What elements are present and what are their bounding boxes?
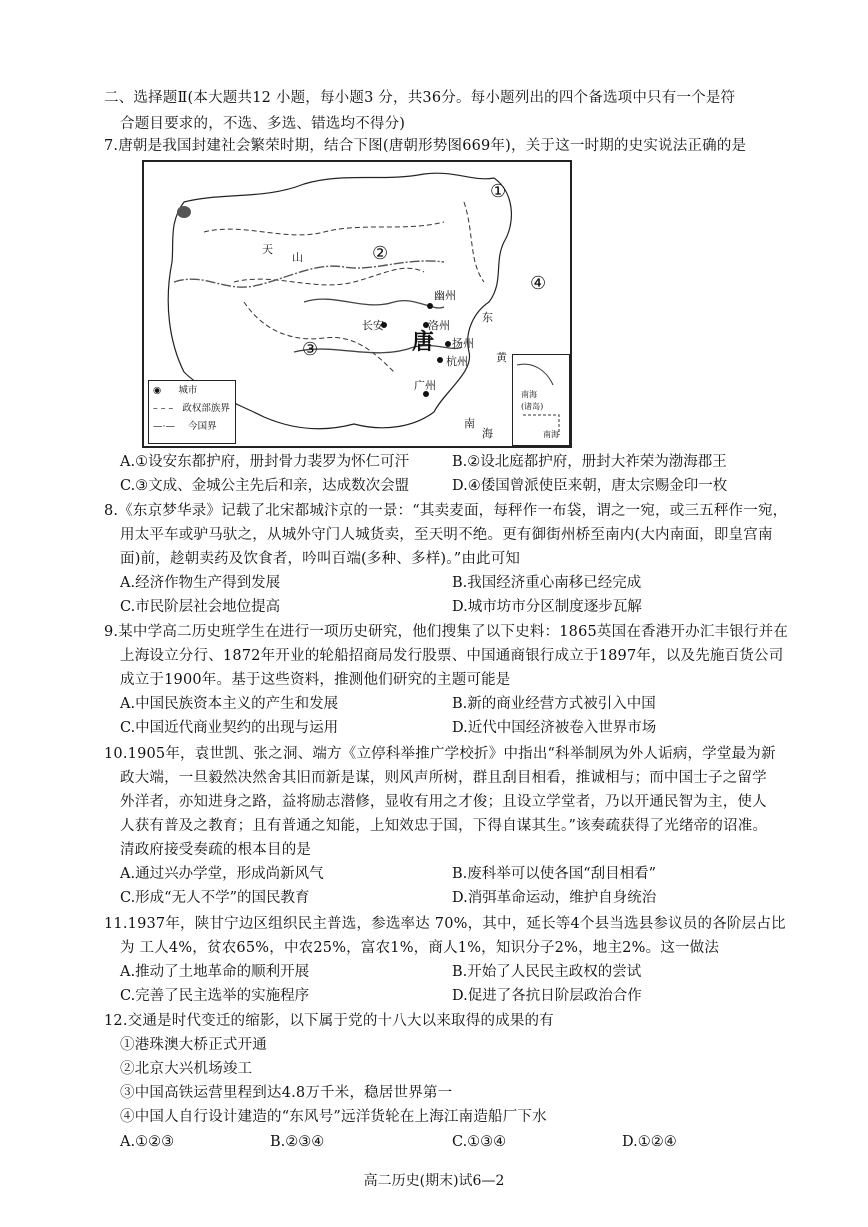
question-10-line-1: 10.1905年，袁世凯、张之洞、端方《立停科举推广学校折》中指出“科举制夙为外人诟病，学堂最为新 [104, 746, 776, 762]
q12-item-4: ④中国人自行设计建造的“东风号”远洋货轮在上海江南造船厂下水 [120, 1109, 547, 1125]
modern-border-icon: —·— [153, 421, 176, 432]
q9-option-a[interactable]: A.中国民族资本主义的产生和发展 [120, 696, 339, 712]
map-label-guangzhou: 广州 [414, 379, 436, 392]
map-label-youzhou: 幽州 [434, 289, 456, 302]
map-label-yangzhou: 扬州 [452, 337, 474, 350]
question-7-stem: 7.唐朝是我国封建社会繁荣时期，结合下图(唐朝形势图669年)，关于这一时期的史实说法正确的是 [104, 138, 747, 154]
regime-border-4 [464, 202, 484, 282]
inset-label-2: (诸岛) [521, 402, 544, 411]
q12-option-d[interactable]: D.①②④ [622, 1134, 677, 1150]
q10-option-b[interactable]: B.废科举可以使各国“刮目相看” [452, 866, 657, 882]
question-8-line-1: 8.《东京梦华录》记载了北宋都城汴京的一景：“其卖麦面，每秤作一布袋，谓之一宛，或三五秤作一宛， [104, 503, 788, 519]
q9-option-b[interactable]: B.新的商业经营方式被引入中国 [452, 696, 656, 712]
question-10-line-4: 人获有普及之教育；且有普通之知能，上知效忠于国，下得自谋其生。”该奏疏获得了光绪帝的诏准。 [120, 818, 768, 834]
question-10-line-3: 外洋者，亦知进身之路，益将励志潜修，显收有用之才俊；且设立学堂者，乃以开通民智为主，使人 [120, 794, 767, 810]
city-dot-youzhou [427, 303, 433, 309]
map-legend [148, 380, 236, 444]
question-8-line-3: 面)前，趁朝卖药及饮食者，吟叫百端(多种、多样)。”由此可知 [120, 551, 521, 567]
map-number-3: ③ [302, 339, 319, 360]
question-9-line-3: 成立于1900年。基于这些资料，推测他们研究的主题可能是 [120, 672, 511, 688]
map-number-4: ④ [530, 273, 547, 294]
q8-option-a[interactable]: A.经济作物生产得到发展 [120, 575, 281, 591]
city-dot-hangzhou [437, 357, 443, 363]
question-12-stem: 12.交通是时代变迁的缩影，以下属于党的十八大以来取得的成果的有 [104, 1013, 554, 1029]
q9-option-c[interactable]: C.中国近代商业契约的出现与运用 [120, 720, 339, 736]
q8-option-d[interactable]: D.城市坊市分区制度逐步瓦解 [452, 599, 642, 615]
city-symbol-icon: ◉ [153, 385, 162, 396]
map-label-huang: 黄 [496, 351, 507, 364]
tang-dynasty-map [142, 160, 572, 448]
modern-border [174, 261, 444, 287]
q11-option-d[interactable]: D.促进了各抗日阶层政治合作 [452, 988, 642, 1004]
south-sea-inset [512, 354, 570, 446]
section-header-line-2: 合题目要求的，不选、多选、错选均不得分) [120, 116, 406, 132]
q12-option-a[interactable]: A.①②③ [120, 1134, 175, 1150]
section-header-line-1: 二、选择题Ⅱ(本大题共12 小题，每小题3 分，共36分。每小题列出的四个备选项中只有一个是符 [104, 90, 736, 106]
regime-border-1 [204, 222, 444, 235]
question-10-line-2: 政大端，一旦毅然决然舍其旧而新是谋，则风声所树，群且刮目相看，推诚相与；而中国士子之留学 [120, 770, 767, 786]
map-label-tang: 唐 [412, 329, 435, 355]
legend-row-border: – – – 政权部族界 [153, 403, 230, 414]
regime-border-2 [234, 268, 424, 285]
city-dot-yangzhou [445, 341, 451, 347]
legend-row-city: ◉ 城市 [153, 385, 198, 396]
regime-border-3 [244, 302, 394, 372]
question-11-line-1: 11.1937年，陕甘宁边区组织民主普选，参选率达 70%，其中，延长等4个县当选县参议员的各阶层占比 [104, 916, 786, 932]
question-9-line-1: 9.某中学高二历史班学生在进行一项历史研究，他们搜集了以下史料：1865英国在香港开办汇丰银行并在 [104, 624, 789, 640]
lake-balkhash [177, 206, 191, 218]
q8-option-c[interactable]: C.市民阶层社会地位提高 [120, 599, 281, 615]
map-label-tianshan-2: 山 [292, 251, 303, 264]
map-label-hangzhou: 杭州 [446, 355, 468, 368]
yellow-river [304, 299, 444, 308]
q9-option-d[interactable]: D.近代中国经济被卷入世界市场 [452, 720, 657, 736]
q12-option-b[interactable]: B.②③④ [270, 1134, 325, 1150]
map-label-luozhou: 洛州 [428, 319, 450, 332]
q12-option-c[interactable]: C.①③④ [452, 1134, 507, 1150]
question-9-line-2: 上海设立分行、1872年开业的轮船招商局发行股票、中国通商银行成立于1897年，以及先施百货公司 [120, 648, 784, 664]
q11-option-a[interactable]: A.推动了土地革命的顺利开展 [120, 964, 310, 980]
q7-option-d[interactable]: D.④倭国曾派使臣来朝，唐太宗赐金印一枚 [452, 478, 728, 494]
map-label-changan: 长安 [362, 319, 384, 332]
inset-label-1: 南海 [521, 390, 537, 399]
inset-label-3: 南海 [543, 430, 559, 439]
map-label-dong: 东 [482, 311, 493, 324]
q10-option-d[interactable]: D.消弭革命运动，维护自身统治 [452, 890, 657, 906]
q12-item-3: ③中国高铁运营里程到达4.8万千米，稳居世界第一 [120, 1085, 453, 1101]
map-number-2: ② [372, 243, 389, 264]
map-label-nanhai-2: 海 [482, 427, 493, 440]
question-11-line-2: 为 工人4%，贫农65%，中农25%，富农1%，商人1%，知识分子2%，地主2%。这一做法 [120, 940, 720, 956]
q12-item-2: ②北京大兴机场竣工 [120, 1061, 253, 1077]
q8-option-b[interactable]: B.我国经济重心南移已经完成 [452, 575, 642, 591]
q7-option-c[interactable]: C.③文成、金城公主先后和亲，达成数次会盟 [120, 478, 410, 494]
q10-option-c[interactable]: C.形成“无人不学”的国民教育 [120, 890, 310, 906]
map-label-tianshan-1: 天 [262, 243, 273, 256]
q7-option-b[interactable]: B.②设北庭都护府，册封大祚荣为渤海郡王 [452, 454, 727, 470]
q11-option-c[interactable]: C.完善了民主选举的实施程序 [120, 988, 310, 1004]
q7-option-a[interactable]: A.①设安东都护府，册封骨力裴罗为怀仁可汗 [120, 454, 410, 470]
map-label-nanhai-1: 南 [464, 417, 475, 430]
map-number-1: ① [490, 181, 507, 202]
question-8-line-2: 用太平车或驴马驮之，从城外守门人城货卖，至天明不绝。更有御街州桥至南内(大内南面，即皇宫南 [120, 527, 773, 543]
q10-option-a[interactable]: A.通过兴办学堂，形成尚新风气 [120, 866, 324, 882]
q11-option-b[interactable]: B.开始了人民民主政权的尝试 [452, 964, 642, 980]
q12-item-1: ①港珠澳大桥正式开通 [120, 1037, 267, 1053]
page-footer: 高二历史(期末)试6—2 [363, 1173, 505, 1189]
legend-row-modern: —·— 今国界 [153, 421, 217, 432]
yangtze-river [294, 346, 462, 353]
question-10-line-5: 清政府接受奏疏的根本目的是 [120, 842, 312, 858]
dashed-line-icon: – – – [153, 403, 174, 414]
